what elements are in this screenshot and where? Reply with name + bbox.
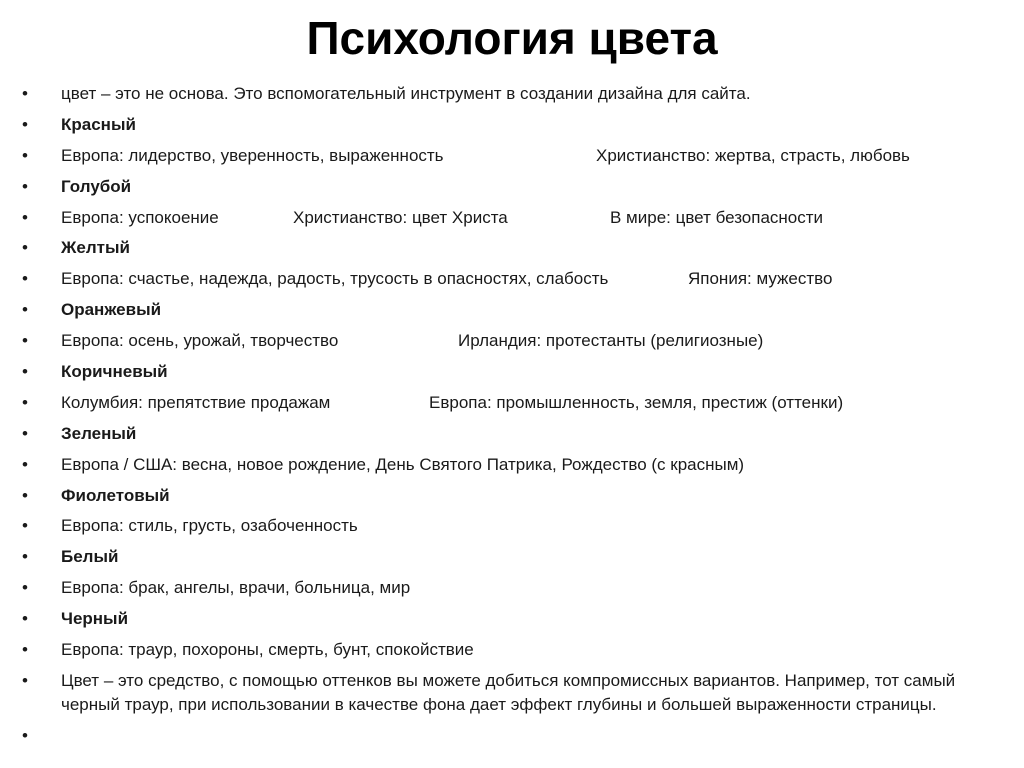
bullet-heading-white <box>0 545 1024 569</box>
bullet-item-yellow <box>0 267 1024 291</box>
bullet-icon: • <box>22 547 28 567</box>
bullet-text: Европа: стиль, грусть, озабоченность <box>61 516 358 536</box>
bullet-heading-green <box>0 422 1024 446</box>
meaning-column: Колумбия: препятствие продажам <box>61 392 331 412</box>
bullet-text: Европа: брак, ангелы, врачи, больница, мир <box>61 578 411 598</box>
bullet-icon: • <box>22 670 28 690</box>
color-heading: Голубой <box>61 176 132 196</box>
bullet-icon: • <box>22 362 28 382</box>
bullet-icon: • <box>22 114 28 134</box>
bullet-icon: • <box>22 392 28 412</box>
bullet-icon: • <box>22 238 28 258</box>
meaning-column: Европа: лидерство, уверенность, выраженность <box>61 145 444 165</box>
bullet-icon: • <box>22 485 28 505</box>
bullet-item-black <box>0 638 1024 662</box>
bullet-item-brown <box>0 391 1024 415</box>
color-heading: Желтый <box>61 238 130 258</box>
bullet-item-red <box>0 144 1024 168</box>
bullet-icon: • <box>22 640 28 660</box>
bullet-icon: • <box>22 145 28 165</box>
bullet-item-orange <box>0 329 1024 353</box>
bullet-item-intro <box>0 82 1024 106</box>
bullet-icon: • <box>22 207 28 227</box>
bullet-icon: • <box>22 331 28 351</box>
meaning-column: Европа: промышленность, земля, престиж (оттенки) <box>429 392 844 412</box>
bullet-text: Европа / США: весна, новое рождение, День Святого Патрика, Рождество (с красным) <box>61 454 745 474</box>
bullet-item-blue <box>0 206 1024 230</box>
bullet-icon: • <box>22 300 28 320</box>
bullet-heading-brown <box>0 360 1024 384</box>
bullet-heading-black <box>0 607 1024 631</box>
color-heading: Зеленый <box>61 423 137 443</box>
color-heading: Белый <box>61 547 119 567</box>
meaning-column: Христианство: цвет Христа <box>293 207 508 227</box>
bullet-item-conclusion <box>0 669 1024 717</box>
bullet-item-empty <box>0 724 1024 748</box>
bullet-heading-yellow <box>0 236 1024 260</box>
meaning-column: Европа: счастье, надежда, радость, трусость в опасностях, слабость <box>61 269 609 289</box>
bullet-heading-red <box>0 113 1024 137</box>
bullet-text: Европа: траур, похороны, смерть, бунт, спокойствие <box>61 640 474 660</box>
bullet-icon: • <box>22 269 28 289</box>
bullet-icon: • <box>22 516 28 536</box>
bullet-item-purple <box>0 514 1024 538</box>
meaning-column: Ирландия: протестанты (религиозные) <box>458 331 764 351</box>
bullet-item-green <box>0 453 1024 477</box>
slide-title: Психология цвета <box>306 12 718 64</box>
bullet-icon: • <box>22 454 28 474</box>
bullet-icon: • <box>22 609 28 629</box>
bullet-icon: • <box>22 176 28 196</box>
bullet-heading-orange <box>0 298 1024 322</box>
bullet-heading-blue <box>0 175 1024 199</box>
bullet-heading-purple <box>0 484 1024 508</box>
color-heading: Черный <box>61 609 129 629</box>
bullet-item-white <box>0 576 1024 600</box>
bullet-icon: • <box>22 578 28 598</box>
meaning-column: Япония: мужество <box>688 269 833 289</box>
color-heading: Оранжевый <box>61 300 162 320</box>
meaning-column: В мире: цвет безопасности <box>610 207 824 227</box>
bullet-icon: • <box>22 725 28 745</box>
color-heading: Красный <box>61 114 136 134</box>
bullet-text: Цвет – это средство, с помощью оттенков вы можете добиться компромиссных вариантов. Например, тот самый черный траур, при использовании в качестве фона дает эффект глубины и большей выраженности страницы. <box>61 670 956 714</box>
color-heading: Фиолетовый <box>61 485 170 505</box>
bullet-icon: • <box>22 423 28 443</box>
meaning-column: Европа: осень, урожай, творчество <box>61 331 339 351</box>
bullet-text: цвет – это не основа. Это вспомогательный инструмент в создании дизайна для сайта. <box>61 84 751 103</box>
bullet-icon: • <box>22 84 28 103</box>
bullet-list <box>0 82 1024 755</box>
meaning-column: Европа: успокоение <box>61 207 219 227</box>
meaning-column: Христианство: жертва, страсть, любовь <box>596 145 910 165</box>
color-heading: Коричневый <box>61 362 168 382</box>
